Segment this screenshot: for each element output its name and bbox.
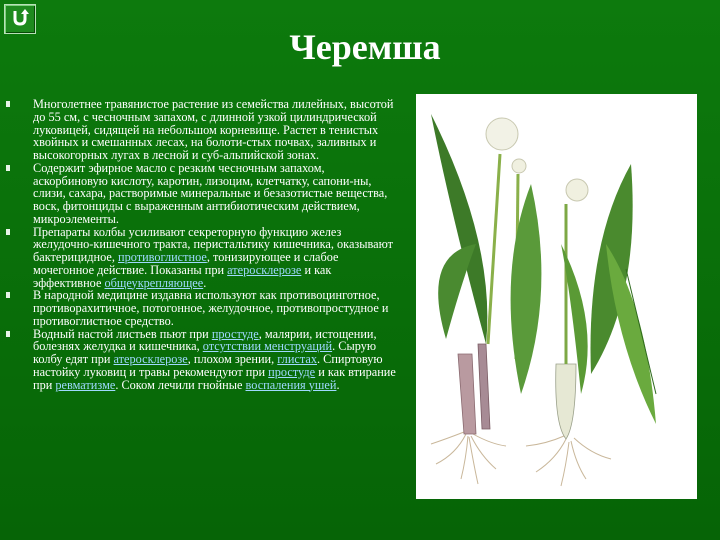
bullet-item: [6, 226, 401, 290]
text-link[interactable]: ревматизме: [55, 377, 116, 392]
text-link[interactable]: глистах: [277, 352, 317, 366]
bullet-list: [6, 98, 401, 391]
text-link[interactable]: воспаления ушей: [245, 377, 337, 392]
text-link[interactable]: атеросклерозе: [227, 262, 302, 277]
bullet-text: .: [336, 377, 340, 392]
plant-figure: [416, 94, 697, 499]
bullet-item: [6, 162, 401, 226]
bullet-text: , малярии, истощении, болезнях желудка и кишечника,: [33, 326, 377, 354]
text-link[interactable]: отсутствии менструаций: [202, 339, 333, 354]
text-link[interactable]: противоглистное: [118, 250, 207, 264]
bullet-marker-icon: [6, 292, 10, 298]
bullet-text: . Сырую колбу едят при: [33, 339, 377, 366]
bullet-text: Содержит эфирное масло с резким чесночным запахом, аскорбиновую кислоту, каротин, лизоцим, клетчатку, сапони-ны, слизи, сахара, растворимые минеральные и безазотистые вещества, воск, фитонциды с выраженным антибиотическим действием, микроэлементы.: [33, 160, 388, 226]
bullet-text: Препараты колбы усиливают секреторную функцию желез желудочно-кишечного тракта, перистальтику кишечника, оказывают бактерицидное,: [33, 224, 394, 264]
bullet-text: , тонизирующее и слабое мочегонное действие. Показаны при: [33, 250, 339, 277]
bullet-text: .: [203, 275, 207, 290]
bullet-marker-icon: [6, 101, 10, 107]
bullet-item: [6, 328, 401, 392]
bullet-text: и как эффективное: [33, 262, 332, 290]
bullet-item: [6, 98, 401, 162]
bullet-text: Водный настой листьев пьют при: [33, 326, 212, 341]
text-link[interactable]: атеросклерозе: [113, 352, 188, 366]
bullet-marker-icon: [6, 229, 10, 235]
bullet-item: [6, 289, 401, 327]
text-link[interactable]: простуде: [211, 326, 259, 341]
bullet-text: . Соком лечили гнойные: [115, 377, 246, 392]
page-title: Черемша: [289, 27, 441, 67]
text-link[interactable]: общеукрепляющее: [104, 275, 204, 290]
bullet-marker-icon: [6, 165, 10, 171]
text-link[interactable]: простуде: [268, 364, 316, 379]
bullet-marker-icon: [6, 331, 10, 337]
ramson-plant-illustration: [416, 94, 697, 499]
bullet-text: , плохом зрении,: [187, 352, 278, 366]
bullet-text: Многолетнее травянистое растение из семейства лилейных, высотой до 55 см, с чесночным запахом, с длинной узкой цилиндрической луковицей, сидящей на небольшом корневище. Растет в тенистых хвойных и смешанных лесах, на болоти-стых почвах, заливных и высокогорных лугах в лесной и суб-альпийской зонах.: [33, 97, 394, 162]
bullet-text: В народной медицине издавна используют как противоцинготное, противорахитичное, потогонное, желудочное, противопростудное и противоглистное средство.: [33, 288, 389, 328]
bullet-text: . Спиртовую настойку луковиц и травы рекомендуют при: [33, 352, 383, 379]
bullet-text: и как втирание при: [33, 364, 396, 392]
